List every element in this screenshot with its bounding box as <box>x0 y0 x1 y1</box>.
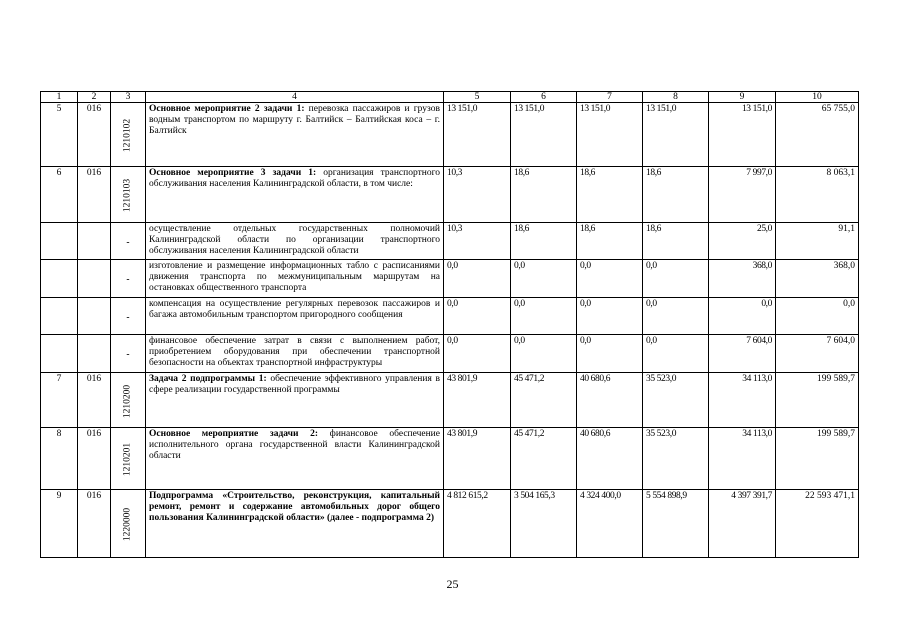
row-number <box>41 335 78 373</box>
value-col-6: 0,0 <box>511 260 577 298</box>
target-article-code <box>111 373 146 428</box>
code-text: 1210102 <box>122 118 133 153</box>
value-col-6: 45 471,2 <box>511 428 577 490</box>
code-text: 1220000 <box>122 507 133 542</box>
target-article-code <box>111 490 146 558</box>
table-row <box>41 298 859 335</box>
value-col-9: 7 604,0 <box>709 335 776 373</box>
column-header-7: 7 <box>577 92 643 103</box>
column-header-10: 10 <box>776 92 859 103</box>
value-col-6: 3 504 165,3 <box>511 490 577 558</box>
column-header-4: 4 <box>146 92 444 103</box>
table-row <box>41 335 859 373</box>
row-number <box>41 298 78 335</box>
value-col-6: 18,6 <box>511 223 577 260</box>
description-text: финансовое обеспечение исполнительного органа государственной власти Калининградской области <box>149 429 440 461</box>
table-body <box>41 103 859 558</box>
chapter-code <box>78 260 111 298</box>
chapter-code <box>78 298 111 335</box>
value-col-7: 40 680,6 <box>577 428 643 490</box>
code-text: - <box>126 238 130 248</box>
value-col-10-total: 22 593 471,1 <box>776 490 859 558</box>
value-col-8: 18,6 <box>643 223 709 260</box>
value-col-7: 0,0 <box>577 335 643 373</box>
column-header-2: 2 <box>78 92 111 103</box>
value-col-5: 4 812 615,2 <box>444 490 511 558</box>
value-col-10-total: 7 604,0 <box>776 335 859 373</box>
value-col-9: 0,0 <box>709 298 776 335</box>
description-text: изготовление и размещение информационных табло с расписаниями движения транспорта по межмуниципальным маршрутам на остановках общественного транспорта <box>149 261 440 293</box>
activity-description <box>146 223 444 260</box>
column-header-6: 6 <box>511 92 577 103</box>
value-col-8: 13 151,0 <box>643 103 709 167</box>
chapter-code: 016 <box>78 103 111 167</box>
value-col-5: 10,3 <box>444 167 511 223</box>
activity-description <box>146 103 444 167</box>
row-number: 5 <box>41 103 78 167</box>
table-row <box>41 428 859 490</box>
value-col-6: 18,6 <box>511 167 577 223</box>
value-col-9: 4 397 391,7 <box>709 490 776 558</box>
value-col-5: 0,0 <box>444 335 511 373</box>
chapter-code: 016 <box>78 167 111 223</box>
code-text: 1210103 <box>122 178 133 213</box>
value-col-7: 18,6 <box>577 167 643 223</box>
value-col-8: 5 554 898,9 <box>643 490 709 558</box>
value-col-5: 43 801,9 <box>444 373 511 428</box>
row-number <box>41 223 78 260</box>
chapter-code: 016 <box>78 373 111 428</box>
description-heading: Подпрограмма «Строительство, реконструкция, капитальный ремонт, ремонт и содержание автомобильных дорог общего пользования Калининградской области» (далее - подпрограмма 2) <box>149 491 440 523</box>
value-col-7: 4 324 400,0 <box>577 490 643 558</box>
column-header-5: 5 <box>444 92 511 103</box>
activity-description <box>146 260 444 298</box>
value-col-9: 7 997,0 <box>709 167 776 223</box>
activity-description <box>146 335 444 373</box>
table-header-row <box>41 92 859 103</box>
value-col-9: 34 113,0 <box>709 373 776 428</box>
value-col-7: 13 151,0 <box>577 103 643 167</box>
value-col-6: 13 151,0 <box>511 103 577 167</box>
row-number: 6 <box>41 167 78 223</box>
target-article-code <box>111 167 146 223</box>
value-col-8: 0,0 <box>643 335 709 373</box>
code-text: - <box>126 313 130 323</box>
value-col-6: 0,0 <box>511 335 577 373</box>
chapter-code <box>78 335 111 373</box>
row-number: 9 <box>41 490 78 558</box>
activity-description <box>146 490 444 558</box>
table-row <box>41 223 859 260</box>
description-heading: Основное мероприятие задачи 2: <box>149 429 319 439</box>
chapter-code <box>78 223 111 260</box>
value-col-9: 34 113,0 <box>709 428 776 490</box>
chapter-code: 016 <box>78 490 111 558</box>
activity-description <box>146 298 444 335</box>
table-row <box>41 373 859 428</box>
target-article-code <box>111 260 146 298</box>
target-article-code <box>111 428 146 490</box>
value-col-10-total: 65 755,0 <box>776 103 859 167</box>
row-number: 7 <box>41 373 78 428</box>
description-text: финансовое обеспечение затрат в связи с выполнением работ, приобретением оборудования при обеспечении транспортной безопасности на объектах транспортной инфраструктуры <box>149 336 440 368</box>
column-header-3: 3 <box>111 92 146 103</box>
row-number: 8 <box>41 428 78 490</box>
value-col-5: 10,3 <box>444 223 511 260</box>
description-text: обеспечение эффективного управления в сфере реализации государственной программы <box>149 374 440 395</box>
code-text: - <box>126 350 130 360</box>
column-header-9: 9 <box>709 92 776 103</box>
column-header-8: 8 <box>643 92 709 103</box>
page-number: 25 <box>446 577 459 591</box>
table-row <box>41 167 859 223</box>
value-col-5: 43 801,9 <box>444 428 511 490</box>
value-col-10-total: 199 589,7 <box>776 373 859 428</box>
description-heading: Основное мероприятие 3 задачи 1: <box>149 168 317 178</box>
activity-description <box>146 373 444 428</box>
value-col-8: 35 523,0 <box>643 428 709 490</box>
value-col-7: 0,0 <box>577 298 643 335</box>
table-row <box>41 260 859 298</box>
value-col-9: 13 151,0 <box>709 103 776 167</box>
target-article-code <box>111 298 146 335</box>
value-col-7: 18,6 <box>577 223 643 260</box>
value-col-9: 25,0 <box>709 223 776 260</box>
description-text: организация транспортного обслуживания населения Калининградской области, в том числе: <box>149 168 440 189</box>
table-row <box>41 103 859 167</box>
description-text: компенсация на осуществление регулярных перевозок пассажиров и багажа автомобильным транспортом пригородного сообщения <box>149 299 440 320</box>
table-row <box>41 490 859 558</box>
value-col-6: 45 471,2 <box>511 373 577 428</box>
value-col-5: 0,0 <box>444 260 511 298</box>
value-col-6: 0,0 <box>511 298 577 335</box>
target-article-code <box>111 223 146 260</box>
value-col-8: 35 523,0 <box>643 373 709 428</box>
chapter-code: 016 <box>78 428 111 490</box>
value-col-8: 18,6 <box>643 167 709 223</box>
value-col-5: 13 151,0 <box>444 103 511 167</box>
value-col-8: 0,0 <box>643 298 709 335</box>
column-header-1: 1 <box>41 92 78 103</box>
value-col-10-total: 0,0 <box>776 298 859 335</box>
value-col-10-total: 199 589,7 <box>776 428 859 490</box>
value-col-8: 0,0 <box>643 260 709 298</box>
value-col-9: 368,0 <box>709 260 776 298</box>
description-text: перевозка пассажиров и грузов водным транспортом по маршруту г. Балтийск – Балтийская коса – г. Балтийск <box>149 104 440 136</box>
target-article-code <box>111 103 146 167</box>
code-text: - <box>126 275 130 285</box>
value-col-5: 0,0 <box>444 298 511 335</box>
activity-description <box>146 428 444 490</box>
code-text: 1210201 <box>122 442 133 477</box>
value-col-10-total: 8 063,1 <box>776 167 859 223</box>
value-col-7: 0,0 <box>577 260 643 298</box>
description-heading: Задача 2 подпрограммы 1: <box>149 374 267 384</box>
activity-description <box>146 167 444 223</box>
target-article-code <box>111 335 146 373</box>
value-col-10-total: 91,1 <box>776 223 859 260</box>
code-text: 1210200 <box>122 384 133 419</box>
value-col-7: 40 680,6 <box>577 373 643 428</box>
description-heading: Основное мероприятие 2 задачи 1: <box>149 104 305 114</box>
description-text: осуществление отдельных государственных полномочий Калининградской области по организации транспортного обслуживания населения Калининградской области <box>149 224 440 256</box>
budget-table <box>40 91 859 558</box>
row-number <box>41 260 78 298</box>
value-col-10-total: 368,0 <box>776 260 859 298</box>
